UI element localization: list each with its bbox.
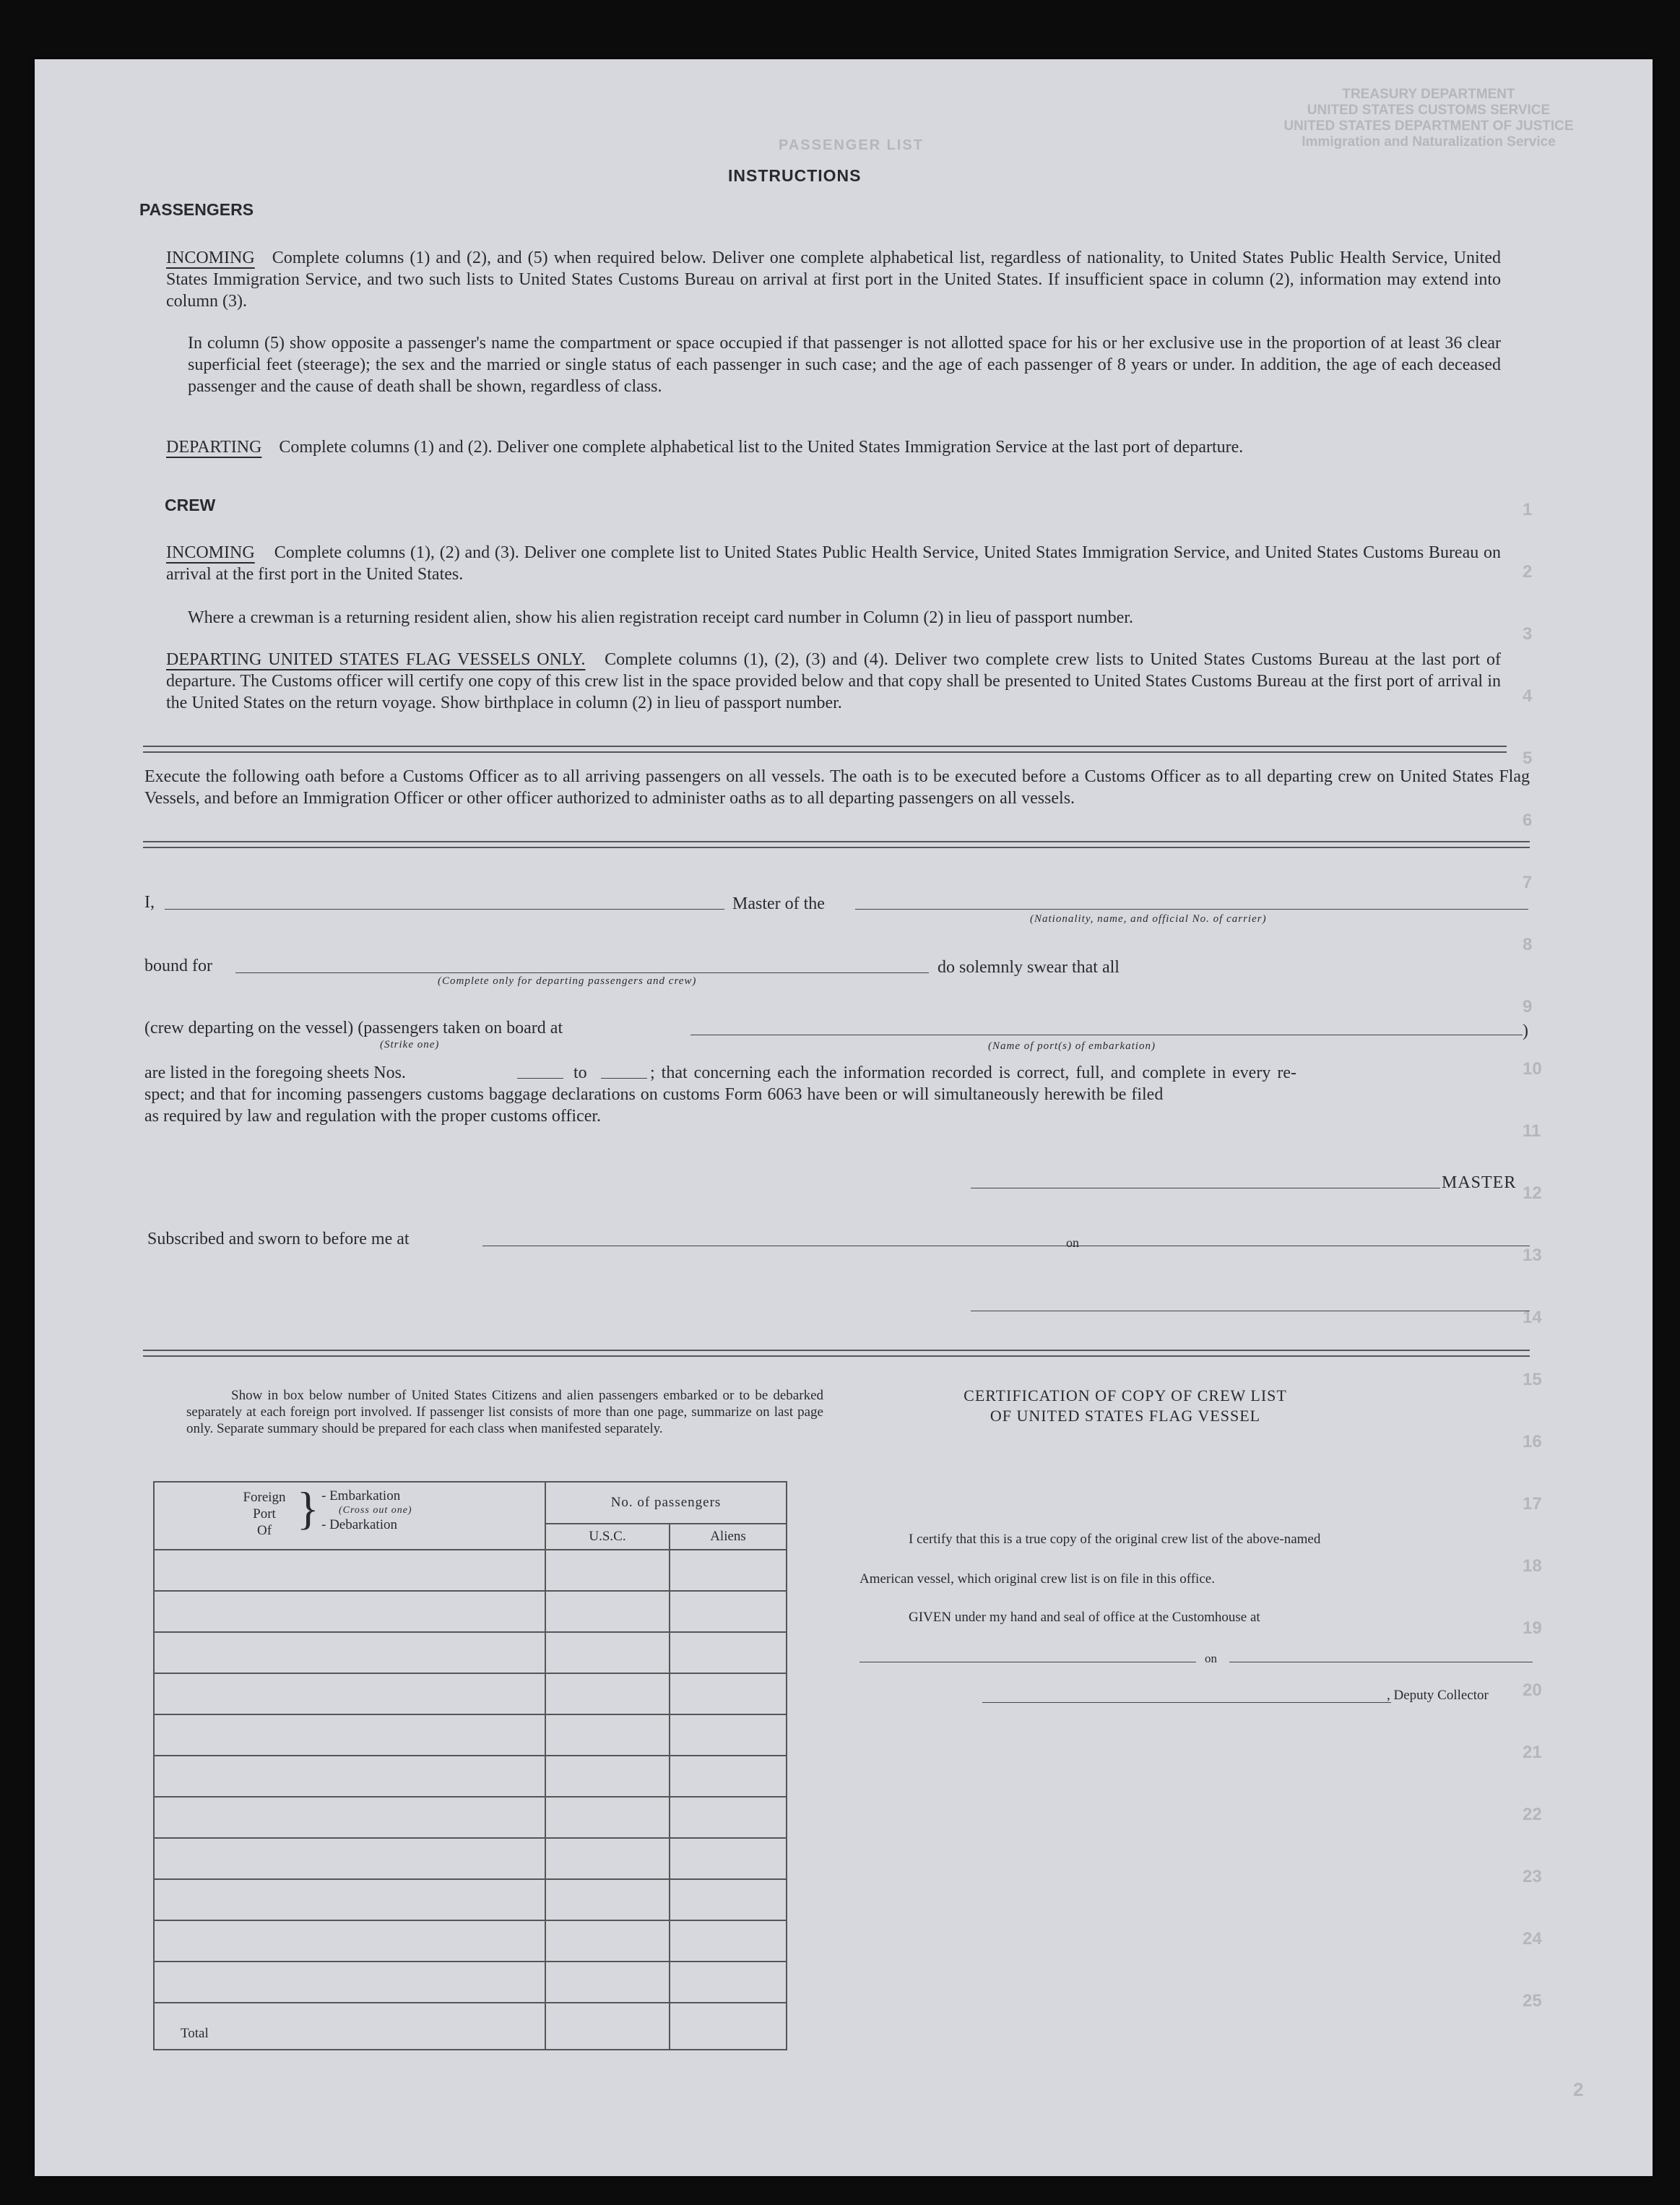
incoming-label: INCOMING [166, 249, 255, 267]
crew-departing-clause: (crew departing on the vessel) (passengers taken on board at [144, 1019, 563, 1037]
incoming-text: Complete columns (1) and (2), and (5) when required below. Deliver one complete alphabetical list, regardless of nationality, to United States Public Health Service, United States Immigration Service, and two such lists to United States Customs Bureau on arrival at first port in the United States. If insufficient space in column (2), information may extend into column (3). [166, 249, 1501, 311]
deputy-signature-field[interactable] [982, 1702, 1391, 1703]
aliens-cell[interactable] [670, 1920, 787, 1962]
complete-only-caption: (Complete only for departing passengers and crew) [438, 975, 697, 987]
solemnly-swear-label: do solemnly swear that all [938, 958, 1120, 977]
listed-suffix: ; that concerning each the information recorded is correct, full, and complete in every re- [650, 1063, 1296, 1082]
summary-instructions-block [186, 1387, 823, 1437]
crew-incoming-text: Complete columns (1), (2) and (3). Deliver one complete list to United States Public Health Service, United States Immigration Service, and United States Customs Bureau on arrival at the first port in the United States. [166, 543, 1502, 584]
usc-cell[interactable] [545, 1756, 670, 1797]
port-label: Port [253, 1506, 276, 1522]
column5-block [188, 332, 1501, 397]
show-through-row-number: 24 [1523, 1929, 1542, 1949]
debarkation-label: - Debarkation [321, 1517, 397, 1532]
carrier-field[interactable] [855, 909, 1528, 910]
show-through-list-title: PASSENGER LIST [779, 137, 924, 153]
show-through-line: UNITED STATES CUSTOMS SERVICE [1307, 103, 1551, 118]
total-usc-cell[interactable] [545, 2003, 670, 2050]
usc-cell[interactable] [545, 1591, 670, 1632]
show-through-row-number: 13 [1523, 1246, 1542, 1265]
summary-row [154, 1591, 787, 1632]
certification-title [887, 1386, 1364, 1426]
show-through-row-number: 25 [1523, 1991, 1542, 2011]
show-through-row-number: 12 [1523, 1183, 1542, 1203]
show-through-row-number: 11 [1523, 1121, 1541, 1141]
usc-cell[interactable] [545, 1632, 670, 1673]
show-through-line: UNITED STATES DEPARTMENT OF JUSTICE [1283, 118, 1574, 134]
of-label: Of [256, 1523, 272, 1538]
aliens-cell[interactable] [670, 1756, 787, 1797]
port-cell[interactable] [154, 1550, 545, 1591]
ports-caption: (Name of port(s) of embarkation) [988, 1040, 1156, 1052]
usc-cell[interactable] [545, 1962, 670, 2003]
crew-resident-text: Where a crewman is a returning resident alien, show his alien registration receipt card number in Column (2) in lieu of passport number. [188, 608, 1133, 627]
usc-header: U.S.C. [545, 1524, 670, 1550]
summary-table [153, 1481, 787, 2050]
port-cell[interactable] [154, 1756, 545, 1797]
aliens-cell[interactable] [670, 1838, 787, 1879]
port-cell[interactable] [154, 1673, 545, 1714]
crew-departing-label: DEPARTING UNITED STATES FLAG VESSELS ONLY. [166, 650, 586, 669]
crew-heading: CREW [165, 496, 216, 514]
show-through-row-numbers [1479, 59, 1638, 2176]
port-cell[interactable] [154, 1714, 545, 1756]
listed-line2: spect; and that for incoming passengers customs baggage declarations on customs Form 6063 have been or will simultaneously herewith be filed [144, 1085, 1164, 1104]
port-cell[interactable] [154, 1838, 545, 1879]
crew-resident-block [188, 607, 1501, 629]
usc-cell[interactable] [545, 1838, 670, 1879]
passengers-incoming-block [166, 247, 1501, 312]
crew-departing-block [166, 649, 1501, 714]
bound-for-label: bound for [144, 957, 212, 975]
show-through-row-number: 19 [1523, 1618, 1542, 1638]
summary-row [154, 1632, 787, 1673]
show-through-page-number: 2 [1573, 2079, 1584, 2100]
oath-preamble-block [144, 766, 1530, 809]
master-of-the-label: Master of the [732, 894, 825, 913]
subscribed-label: Subscribed and sworn to before me at [147, 1230, 410, 1248]
aliens-cell[interactable] [670, 1550, 787, 1591]
usc-cell[interactable] [545, 1879, 670, 1920]
to-label: to [573, 1063, 587, 1082]
summary-row [154, 1756, 787, 1797]
summary-row [154, 1838, 787, 1879]
foreign-label: Foreign [243, 1490, 286, 1505]
passengers-heading: PASSENGERS [139, 200, 254, 219]
certification-on-label: on [1205, 1652, 1217, 1665]
summary-instructions: Show in box below number of United States Citizens and alien passengers embarked or to be debarked separately at each foreign port involved. If passenger list consists of more than one page, summarize on last page only. Separate summary should be prepared for each class when manifested separately. [186, 1388, 823, 1436]
aliens-cell[interactable] [670, 1673, 787, 1714]
summary-row [154, 1879, 787, 1920]
strike-one-caption: (Strike one) [380, 1039, 440, 1050]
sworn-on-label: on [1066, 1235, 1079, 1250]
show-through-row-number: 15 [1523, 1370, 1542, 1389]
show-through-line: TREASURY DEPARTMENT [1342, 87, 1515, 102]
nationality-caption: (Nationality, name, and official No. of carrier) [1030, 913, 1267, 925]
show-through-row-number: 1 [1523, 500, 1533, 519]
listed-prefix: are listed in the foregoing sheets Nos. [144, 1063, 406, 1082]
close-paren: ) [1523, 1022, 1528, 1040]
aliens-cell[interactable] [670, 1797, 787, 1838]
given-text: GIVEN under my hand and seal of office at the Customhouse at [909, 1610, 1260, 1625]
aliens-cell[interactable] [670, 1632, 787, 1673]
summary-row [154, 1714, 787, 1756]
oath-preamble: Execute the following oath before a Customs Officer as to all arriving passengers on all vessels. The oath is to be executed before a Customs Officer as to all departing crew on United States Flag Vessels, and before an Immigration Officer or other officer authorized to administer oaths as to all departing passengers on all vessels. [144, 767, 1530, 808]
show-through-row-number: 4 [1523, 686, 1533, 706]
aliens-cell[interactable] [670, 1879, 787, 1920]
crew-incoming-block [166, 542, 1501, 585]
usc-cell[interactable] [545, 1673, 670, 1714]
no-of-passengers-header: No. of passengers [545, 1482, 787, 1524]
sheet-from-field[interactable] [517, 1078, 563, 1079]
show-through-row-number: 6 [1523, 811, 1533, 830]
show-through-row-number: 22 [1523, 1805, 1542, 1824]
port-cell[interactable] [154, 1920, 545, 1962]
show-through-row-number: 9 [1523, 997, 1533, 1017]
usc-cell[interactable] [545, 1550, 670, 1591]
show-through-row-number: 17 [1523, 1494, 1542, 1514]
show-through-row-number: 23 [1523, 1867, 1542, 1886]
show-through-line: Immigration and Naturalization Service [1302, 134, 1556, 150]
certification-title-line2: OF UNITED STATES FLAG VESSEL [990, 1407, 1261, 1425]
port-cell[interactable] [154, 1879, 545, 1920]
show-through-row-number: 21 [1523, 1743, 1542, 1762]
summary-row [154, 1962, 787, 2003]
port-cell[interactable] [154, 1591, 545, 1632]
total-aliens-cell[interactable] [670, 2003, 787, 2050]
port-cell[interactable] [154, 1632, 545, 1673]
master-label: MASTER [1442, 1173, 1517, 1192]
master-name-field[interactable] [165, 909, 724, 910]
oath-i-label: I, [144, 893, 155, 912]
certification-title-line1: CERTIFICATION OF COPY OF CREW LIST [964, 1386, 1287, 1404]
embarkation-label: - Embarkation [321, 1488, 401, 1503]
section-divider [143, 1350, 1530, 1357]
aliens-cell[interactable] [670, 1714, 787, 1756]
show-through-row-number: 20 [1523, 1680, 1542, 1700]
section-divider [143, 746, 1507, 753]
brace-icon: } [297, 1483, 319, 1534]
crew-departing-text: Complete columns (1), (2), (3) and (4). Deliver two complete crew lists to United States Customs Bureau at the last port of departure. The Customs officer will certify one copy of this crew list in the space provided below and that copy shall be presented to United States Customs Bureau at the first port of arrival in the United States on the return voyage. Show birthplace in column (2) in lieu of passport number. [166, 650, 1502, 712]
aliens-cell[interactable] [670, 1962, 787, 2003]
show-through-row-number: 5 [1523, 748, 1533, 768]
departing-text: Complete columns (1) and (2). Deliver one complete alphabetical list to the United States Immigration Service at the last port of departure. [279, 438, 1244, 457]
crew-incoming-label: INCOMING [166, 543, 255, 562]
bound-for-field[interactable] [235, 972, 929, 973]
certify-text: I certify that this is a true copy of the original crew list of the above-named [909, 1532, 1321, 1547]
show-through-row-number: 18 [1523, 1556, 1542, 1576]
american-vessel-text: American vessel, which original crew list is on file in this office. [860, 1571, 1215, 1587]
instructions-title: INSTRUCTIONS [728, 166, 862, 185]
show-through-row-number: 2 [1523, 562, 1533, 582]
listed-line3: as required by law and regulation with the proper customs officer. [144, 1107, 602, 1126]
show-through-row-number: 3 [1523, 624, 1533, 644]
show-through-row-number: 8 [1523, 935, 1533, 954]
show-through-row-number: 10 [1523, 1059, 1542, 1079]
passengers-departing-block [166, 436, 1501, 458]
port-cell[interactable] [154, 1962, 545, 2003]
column5-text: In column (5) show opposite a passenger's name the compartment or space occupied if that passenger is not allotted space for his or her exclusive use in the proportion of at least 36 clear superficial feet (steerage); the sex and the married or single status of each passenger in such case; and the age of each passenger of 8 years or under. In addition, the age of each deceased passenger and the cause of death shall be shown, regardless of class. [188, 334, 1501, 396]
usc-cell[interactable] [545, 1920, 670, 1962]
aliens-header: Aliens [670, 1524, 787, 1550]
cross-out-caption: (Cross out one) [339, 1505, 412, 1516]
summary-row [154, 1797, 787, 1838]
port-cell[interactable] [154, 1797, 545, 1838]
total-label: Total [154, 2003, 545, 2050]
foreign-port-header [154, 1482, 545, 1550]
show-through-row-number: 16 [1523, 1432, 1542, 1451]
show-through-row-number: 7 [1523, 873, 1533, 892]
show-through-row-number: 14 [1523, 1308, 1542, 1327]
aliens-cell[interactable] [670, 1591, 787, 1632]
document-page [35, 59, 1653, 2176]
sheet-to-field[interactable] [601, 1078, 647, 1079]
departing-label: DEPARTING [166, 438, 262, 457]
usc-cell[interactable] [545, 1797, 670, 1838]
summary-row [154, 1673, 787, 1714]
deputy-collector-label: , Deputy Collector [1387, 1688, 1489, 1703]
section-divider [143, 841, 1530, 848]
usc-cell[interactable] [545, 1714, 670, 1756]
summary-row [154, 1550, 787, 1591]
summary-row [154, 1920, 787, 1962]
